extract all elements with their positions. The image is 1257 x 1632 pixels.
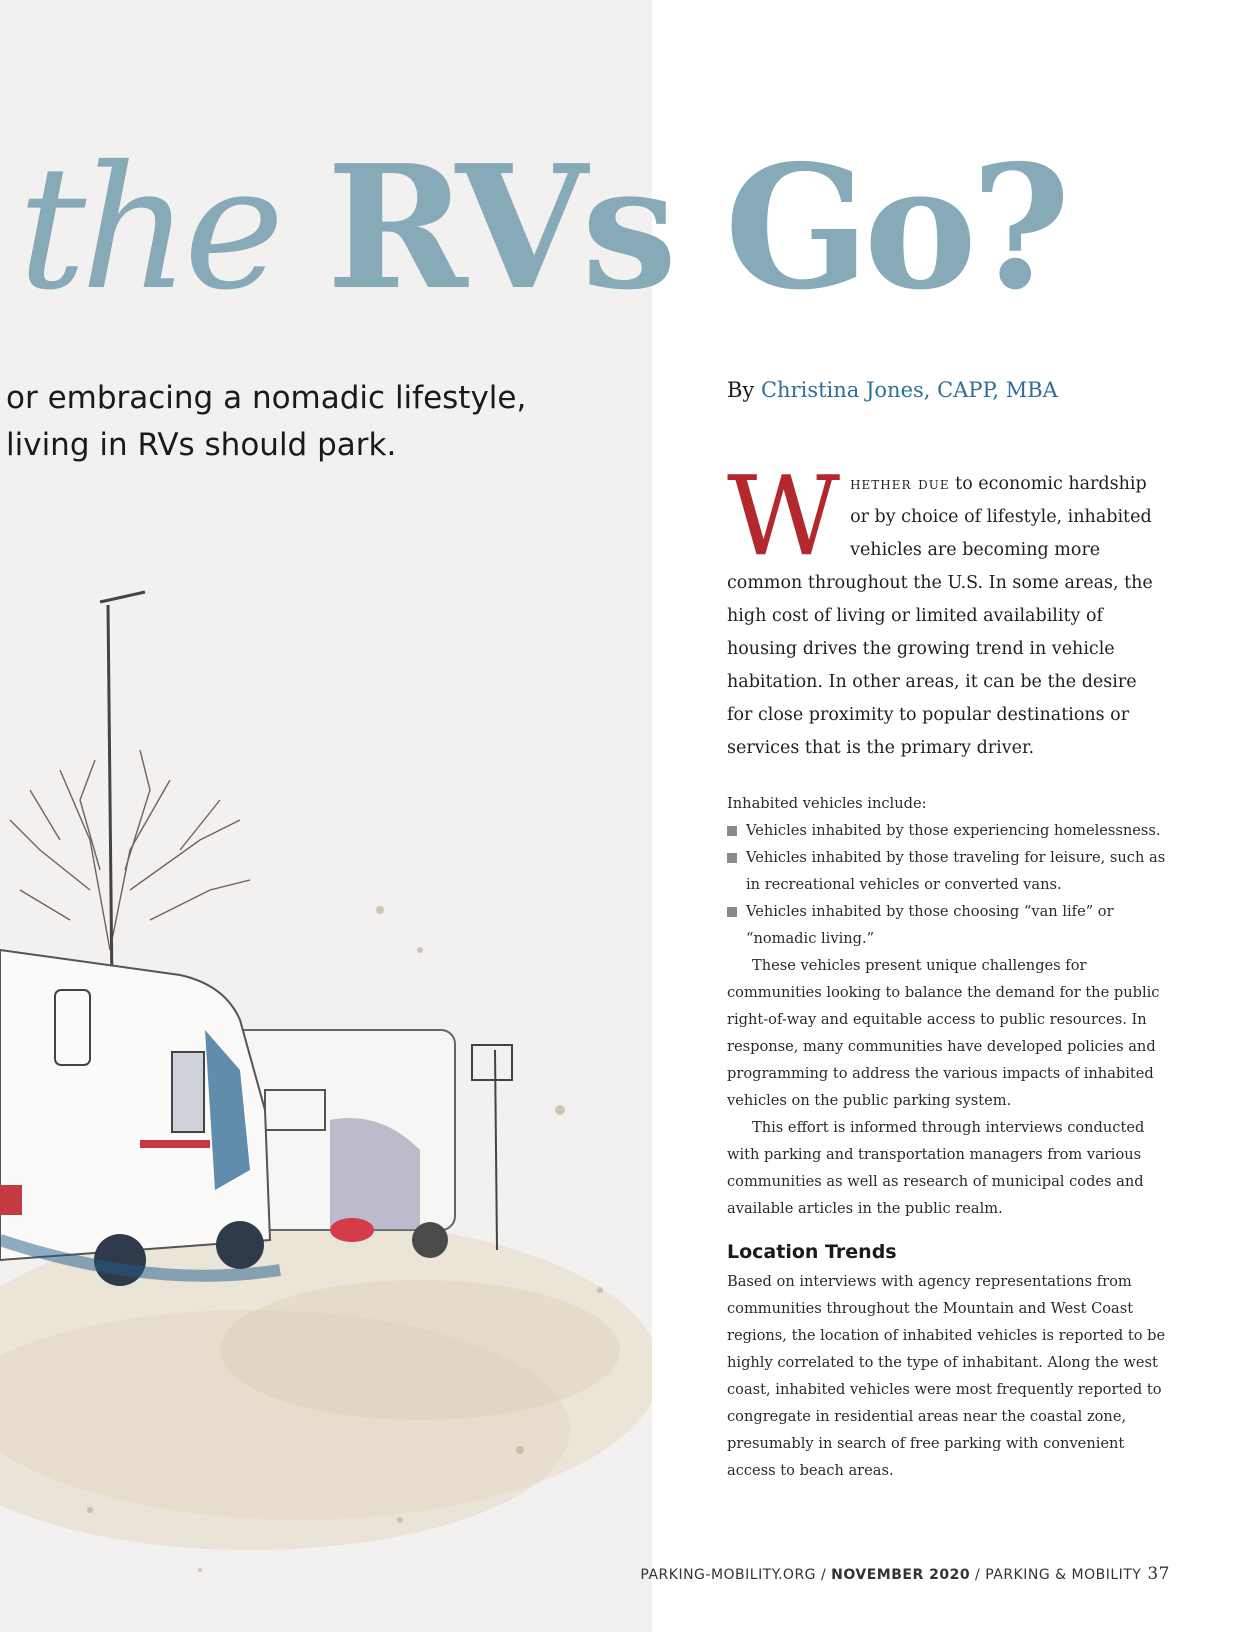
list-item: Vehicles inhabited by those experiencing homelessness. xyxy=(727,817,1167,844)
deck-line-2: living in RVs should park. xyxy=(6,427,397,463)
author-name: Christina Jones, CAPP, MBA xyxy=(760,378,1058,402)
paragraph-2: This effort is informed through interviews conducted with parking and transportation managers from various communities as well as research of municipal codes and available articles in the public realm. xyxy=(727,1119,1145,1217)
list-item: Vehicles inhabited by those choosing “van life” or “nomadic living.” xyxy=(727,898,1167,952)
paragraph-3: Based on interviews with agency representations from communities throughout the Mountain and West Coast regions, the location of inhabited vehicles is reported to be highly correlated to the type of inhabitant. Along the west coast, inhabited vehicles were most frequently reported to congregate in residential areas near the coastal zone, presumably in search of free parking with convenient access to beach areas. xyxy=(727,1273,1166,1479)
square-bullet-icon xyxy=(727,853,737,863)
headline-upright: RVs Go? xyxy=(326,128,1065,328)
byline xyxy=(727,378,1058,402)
list-intro: Inhabited vehicles include: xyxy=(727,795,927,812)
footer-issue: NOVEMBER 2020 xyxy=(831,1567,971,1583)
section-heading: Location Trends xyxy=(727,1241,897,1263)
list-item: Vehicles inhabited by those traveling for leisure, such as in recreational vehicles or converted vans. xyxy=(727,844,1167,898)
drop-cap: W xyxy=(727,452,841,580)
headline xyxy=(18,128,1065,329)
deck xyxy=(6,375,626,469)
deck-line-1: or embracing a nomadic lifestyle, xyxy=(6,380,527,416)
paragraph-1: These vehicles present unique challenges for communities looking to balance the demand for the public right-of-way and equitable access to public resources. In response, many communities have developed policies and programming to address the various impacts of inhabited vehicles on the public parking system. xyxy=(727,957,1160,1109)
lede-smallcaps: hether due xyxy=(850,474,950,494)
rv-watercolor-illustration xyxy=(0,590,652,1632)
square-bullet-icon xyxy=(727,826,737,836)
footer-publication: / PARKING & MOBILITY xyxy=(970,1567,1142,1583)
footer-site: PARKING-MOBILITY.ORG / xyxy=(640,1567,832,1583)
bullet-list xyxy=(727,817,1167,952)
lede-text: to economic hardship or by choice of lifestyle, inhabited vehicles are becoming more common throughout the U.S. In some areas, the high cost of living or limited availability of housing drives the growing trend in vehicle habitation. In other areas, it can be the desire for close proximity to popular destinations or services that is the primary driver. xyxy=(727,474,1153,758)
byline-prefix: By xyxy=(727,378,761,402)
page-number: 37 xyxy=(1147,1564,1170,1584)
article-body xyxy=(727,790,1167,1484)
square-bullet-icon xyxy=(727,907,737,917)
lede-paragraph xyxy=(727,452,1167,765)
page-footer xyxy=(610,1564,1170,1584)
headline-italic: the xyxy=(18,130,327,328)
